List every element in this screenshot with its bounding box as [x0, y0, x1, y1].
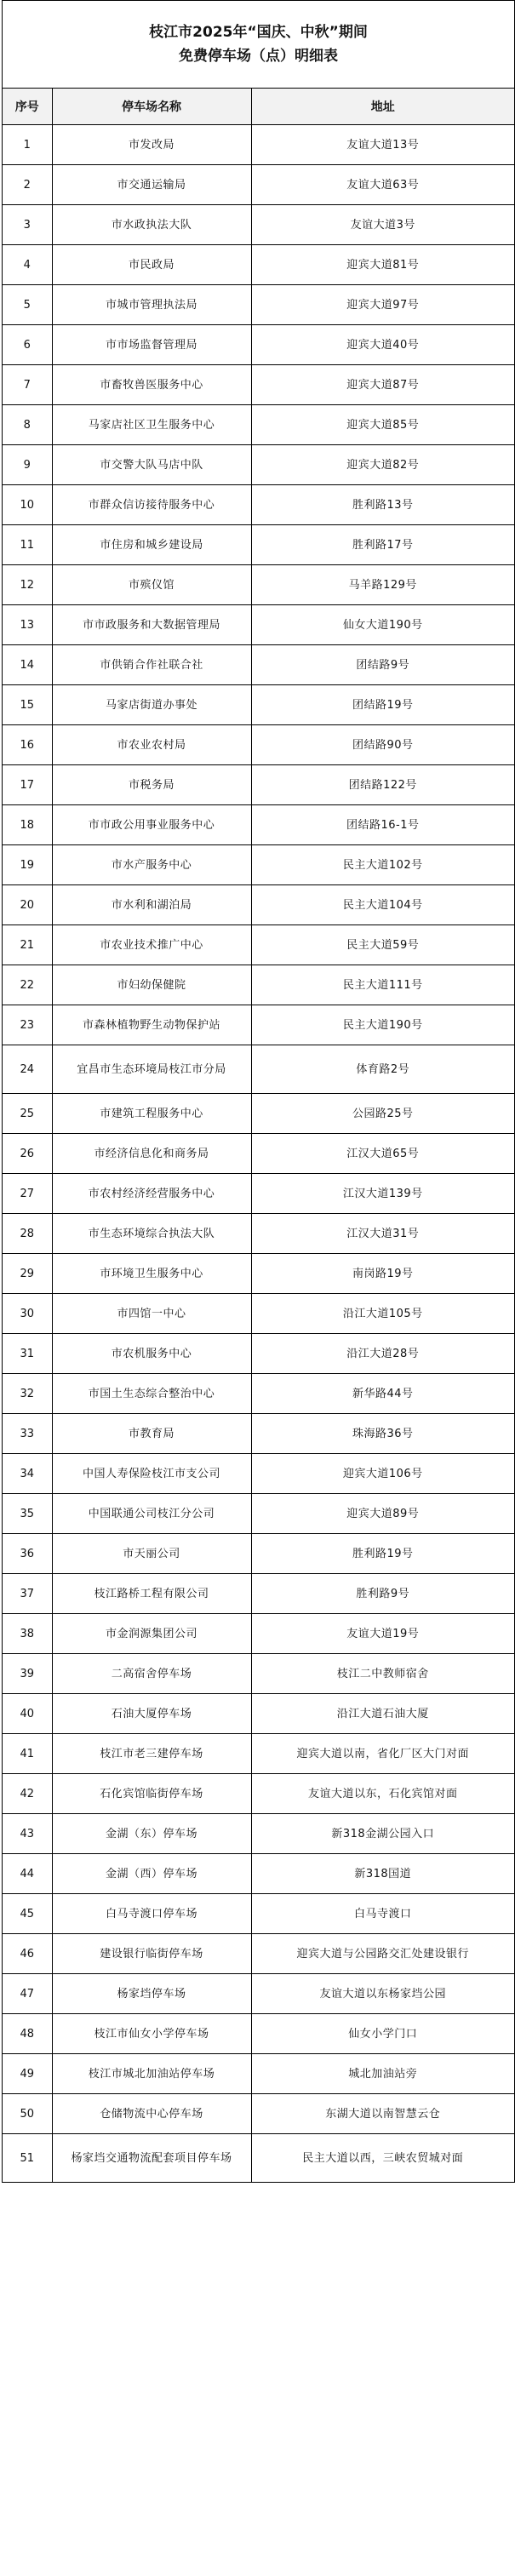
row-number: 34 — [3, 1454, 52, 1494]
parking-address: 民主大道以西，三峡农贸城对面 — [251, 2134, 514, 2183]
row-number: 47 — [3, 1974, 52, 2014]
parking-name: 市水利和湖泊局 — [52, 885, 251, 925]
parking-name: 市住房和城乡建设局 — [52, 525, 251, 565]
parking-name: 市水产服务中心 — [52, 845, 251, 885]
row-number: 27 — [3, 1174, 52, 1214]
table-row — [3, 1254, 514, 1294]
table-row — [3, 165, 514, 205]
row-number: 48 — [3, 2014, 52, 2054]
parking-name: 马家店街道办事处 — [52, 685, 251, 725]
parking-name: 市交通运输局 — [52, 165, 251, 205]
table-row — [3, 1454, 514, 1494]
parking-address: 友谊大道3号 — [251, 205, 514, 245]
row-number: 35 — [3, 1494, 52, 1534]
row-number: 36 — [3, 1534, 52, 1574]
table-row — [3, 125, 514, 165]
parking-name: 市水政执法大队 — [52, 205, 251, 245]
row-number: 49 — [3, 2054, 52, 2094]
table-row — [3, 1414, 514, 1454]
row-number: 16 — [3, 725, 52, 765]
row-number: 46 — [3, 1934, 52, 1974]
parking-address: 友谊大道13号 — [251, 125, 514, 165]
parking-name: 中国联通公司枝江分公司 — [52, 1494, 251, 1534]
parking-name: 市殡仪馆 — [52, 565, 251, 605]
parking-name: 市市政服务和大数据管理局 — [52, 605, 251, 645]
row-number: 24 — [3, 1045, 52, 1094]
table-header-row — [3, 89, 514, 125]
table-row — [3, 1654, 514, 1694]
table-row — [3, 685, 514, 725]
parking-address: 迎宾大道87号 — [251, 365, 514, 405]
parking-name: 市天丽公司 — [52, 1534, 251, 1574]
parking-name: 市生态环境综合执法大队 — [52, 1214, 251, 1254]
parking-address: 仙女小学门口 — [251, 2014, 514, 2054]
table-row — [3, 1494, 514, 1534]
parking-address: 迎宾大道81号 — [251, 245, 514, 285]
parking-name: 市供销合作社联合社 — [52, 645, 251, 685]
header-name: 停车场名称 — [52, 89, 251, 125]
parking-address: 友谊大道19号 — [251, 1614, 514, 1654]
row-number: 30 — [3, 1294, 52, 1334]
parking-address: 仙女大道190号 — [251, 605, 514, 645]
parking-name: 市农机服务中心 — [52, 1334, 251, 1374]
table-body — [3, 125, 514, 2183]
row-number: 37 — [3, 1574, 52, 1614]
table-row — [3, 1374, 514, 1414]
row-number: 15 — [3, 685, 52, 725]
parking-name: 市金润源集团公司 — [52, 1614, 251, 1654]
table-row — [3, 525, 514, 565]
row-number: 2 — [3, 165, 52, 205]
row-number: 50 — [3, 2094, 52, 2134]
parking-name: 市发改局 — [52, 125, 251, 165]
row-number: 12 — [3, 565, 52, 605]
row-number: 6 — [3, 325, 52, 365]
parking-address: 迎宾大道106号 — [251, 1454, 514, 1494]
parking-address: 团结路19号 — [251, 685, 514, 725]
table-row — [3, 205, 514, 245]
table-row — [3, 405, 514, 445]
row-number: 42 — [3, 1774, 52, 1814]
parking-address: 团结路16-1号 — [251, 805, 514, 845]
parking-list-sheet — [2, 0, 515, 2183]
parking-name: 市民政局 — [52, 245, 251, 285]
parking-address: 民主大道190号 — [251, 1005, 514, 1045]
row-number: 41 — [3, 1734, 52, 1774]
parking-name: 市森林植物野生动物保护站 — [52, 1005, 251, 1045]
row-number: 43 — [3, 1814, 52, 1854]
parking-name: 市市政公用事业服务中心 — [52, 805, 251, 845]
row-number: 32 — [3, 1374, 52, 1414]
parking-address: 迎宾大道以南，省化厂区大门对面 — [251, 1734, 514, 1774]
row-number: 4 — [3, 245, 52, 285]
parking-name: 市农业农村局 — [52, 725, 251, 765]
parking-address: 胜利路19号 — [251, 1534, 514, 1574]
title-line-2: 免费停车场（点）明细表 — [179, 48, 338, 65]
row-number: 5 — [3, 285, 52, 325]
row-number: 14 — [3, 645, 52, 685]
parking-address: 友谊大道63号 — [251, 165, 514, 205]
parking-name: 杨家垱停车场 — [52, 1974, 251, 2014]
table-row — [3, 1734, 514, 1774]
parking-address: 东湖大道以南智慧云仓 — [251, 2094, 514, 2134]
table-row — [3, 1814, 514, 1854]
parking-address: 马羊路129号 — [251, 565, 514, 605]
parking-address: 珠海路36号 — [251, 1414, 514, 1454]
parking-address: 民主大道111号 — [251, 965, 514, 1005]
header-no: 序号 — [3, 89, 52, 125]
parking-address: 团结路9号 — [251, 645, 514, 685]
parking-address: 沿江大道石油大厦 — [251, 1694, 514, 1734]
parking-address: 友谊大道以东，石化宾馆对面 — [251, 1774, 514, 1814]
table-row — [3, 1774, 514, 1814]
parking-name: 二高宿舍停车场 — [52, 1654, 251, 1694]
parking-name: 仓储物流中心停车场 — [52, 2094, 251, 2134]
row-number: 25 — [3, 1094, 52, 1134]
row-number: 38 — [3, 1614, 52, 1654]
title-line-1: 枝江市2025年“国庆、中秋”期间 — [149, 24, 368, 41]
table-row — [3, 365, 514, 405]
table-row — [3, 605, 514, 645]
row-number: 8 — [3, 405, 52, 445]
parking-address: 公园路25号 — [251, 1094, 514, 1134]
row-number: 7 — [3, 365, 52, 405]
parking-address: 江汉大道139号 — [251, 1174, 514, 1214]
row-number: 11 — [3, 525, 52, 565]
table-row — [3, 1854, 514, 1894]
parking-name: 枝江市仙女小学停车场 — [52, 2014, 251, 2054]
header-address: 地址 — [251, 89, 514, 125]
table-row — [3, 885, 514, 925]
parking-address: 江汉大道65号 — [251, 1134, 514, 1174]
parking-name: 市交警大队马店中队 — [52, 445, 251, 485]
row-number: 21 — [3, 925, 52, 965]
row-number: 44 — [3, 1854, 52, 1894]
table-row — [3, 765, 514, 805]
table-row — [3, 1934, 514, 1974]
parking-name: 市环境卫生服务中心 — [52, 1254, 251, 1294]
parking-name: 马家店社区卫生服务中心 — [52, 405, 251, 445]
parking-name: 市群众信访接待服务中心 — [52, 485, 251, 525]
table-row — [3, 1214, 514, 1254]
table-row — [3, 445, 514, 485]
parking-name: 白马寺渡口停车场 — [52, 1894, 251, 1934]
parking-name: 市国土生态综合整治中心 — [52, 1374, 251, 1414]
parking-address: 迎宾大道97号 — [251, 285, 514, 325]
row-number: 31 — [3, 1334, 52, 1374]
parking-name: 市税务局 — [52, 765, 251, 805]
parking-name: 市农业技术推广中心 — [52, 925, 251, 965]
row-number: 10 — [3, 485, 52, 525]
parking-name: 建设银行临街停车场 — [52, 1934, 251, 1974]
row-number: 22 — [3, 965, 52, 1005]
table-row — [3, 1094, 514, 1134]
parking-name: 枝江市老三建停车场 — [52, 1734, 251, 1774]
table-row — [3, 2014, 514, 2054]
parking-address: 民主大道59号 — [251, 925, 514, 965]
parking-address: 民主大道102号 — [251, 845, 514, 885]
parking-address: 白马寺渡口 — [251, 1894, 514, 1934]
parking-address: 民主大道104号 — [251, 885, 514, 925]
row-number: 33 — [3, 1414, 52, 1454]
table-row — [3, 645, 514, 685]
parking-table — [3, 89, 514, 2183]
table-row — [3, 1894, 514, 1934]
row-number: 3 — [3, 205, 52, 245]
table-row — [3, 965, 514, 1005]
parking-address: 新318金湖公园入口 — [251, 1814, 514, 1854]
parking-address: 沿江大道28号 — [251, 1334, 514, 1374]
parking-address: 胜利路17号 — [251, 525, 514, 565]
parking-name: 枝江路桥工程有限公司 — [52, 1574, 251, 1614]
table-row — [3, 925, 514, 965]
parking-address: 枝江二中教师宿舍 — [251, 1654, 514, 1694]
parking-name: 市教育局 — [52, 1414, 251, 1454]
table-row — [3, 285, 514, 325]
parking-address: 新华路44号 — [251, 1374, 514, 1414]
parking-address: 城北加油站旁 — [251, 2054, 514, 2094]
row-number: 23 — [3, 1005, 52, 1045]
parking-name: 金湖（东）停车场 — [52, 1814, 251, 1854]
row-number: 51 — [3, 2134, 52, 2183]
table-row — [3, 1534, 514, 1574]
table-row — [3, 1334, 514, 1374]
parking-name: 石化宾馆临街停车场 — [52, 1774, 251, 1814]
parking-name: 市经济信息化和商务局 — [52, 1134, 251, 1174]
table-row — [3, 1974, 514, 2014]
table-row — [3, 325, 514, 365]
row-number: 18 — [3, 805, 52, 845]
row-number: 17 — [3, 765, 52, 805]
parking-name: 市四馆一中心 — [52, 1294, 251, 1334]
parking-name: 枝江市城北加油站停车场 — [52, 2054, 251, 2094]
parking-name: 中国人寿保险枝江市支公司 — [52, 1454, 251, 1494]
parking-address: 迎宾大道85号 — [251, 405, 514, 445]
title-block — [3, 0, 514, 89]
table-row — [3, 805, 514, 845]
table-row — [3, 1174, 514, 1214]
table-row — [3, 485, 514, 525]
table-row — [3, 1614, 514, 1654]
parking-name: 金湖（西）停车场 — [52, 1854, 251, 1894]
table-row — [3, 725, 514, 765]
table-row — [3, 1045, 514, 1094]
row-number: 40 — [3, 1694, 52, 1734]
parking-name: 石油大厦停车场 — [52, 1694, 251, 1734]
parking-name: 杨家垱交通物流配套项目停车场 — [52, 2134, 251, 2183]
table-row — [3, 1694, 514, 1734]
parking-address: 迎宾大道89号 — [251, 1494, 514, 1534]
parking-name: 市妇幼保健院 — [52, 965, 251, 1005]
parking-address: 迎宾大道82号 — [251, 445, 514, 485]
table-row — [3, 565, 514, 605]
table-row — [3, 1134, 514, 1174]
parking-address: 体育路2号 — [251, 1045, 514, 1094]
row-number: 13 — [3, 605, 52, 645]
table-row — [3, 1294, 514, 1334]
row-number: 26 — [3, 1134, 52, 1174]
table-row — [3, 2134, 514, 2183]
parking-address: 沿江大道105号 — [251, 1294, 514, 1334]
table-row — [3, 1005, 514, 1045]
parking-address: 胜利路9号 — [251, 1574, 514, 1614]
row-number: 29 — [3, 1254, 52, 1294]
parking-name: 宜昌市生态环境局枝江市分局 — [52, 1045, 251, 1094]
table-row — [3, 845, 514, 885]
row-number: 19 — [3, 845, 52, 885]
parking-address: 迎宾大道与公园路交汇处建设银行 — [251, 1934, 514, 1974]
row-number: 28 — [3, 1214, 52, 1254]
parking-address: 江汉大道31号 — [251, 1214, 514, 1254]
row-number: 9 — [3, 445, 52, 485]
parking-address: 友谊大道以东杨家垱公园 — [251, 1974, 514, 2014]
parking-name: 市农村经济经营服务中心 — [52, 1174, 251, 1214]
row-number: 39 — [3, 1654, 52, 1694]
table-row — [3, 2054, 514, 2094]
parking-address: 团结路90号 — [251, 725, 514, 765]
parking-name: 市畜牧兽医服务中心 — [52, 365, 251, 405]
parking-address: 胜利路13号 — [251, 485, 514, 525]
row-number: 45 — [3, 1894, 52, 1934]
parking-name: 市建筑工程服务中心 — [52, 1094, 251, 1134]
parking-name: 市城市管理执法局 — [52, 285, 251, 325]
table-row — [3, 2094, 514, 2134]
row-number: 1 — [3, 125, 52, 165]
parking-address: 新318国道 — [251, 1854, 514, 1894]
row-number: 20 — [3, 885, 52, 925]
table-row — [3, 1574, 514, 1614]
table-row — [3, 245, 514, 285]
parking-address: 迎宾大道40号 — [251, 325, 514, 365]
parking-address: 团结路122号 — [251, 765, 514, 805]
parking-address: 南岗路19号 — [251, 1254, 514, 1294]
parking-name: 市市场监督管理局 — [52, 325, 251, 365]
